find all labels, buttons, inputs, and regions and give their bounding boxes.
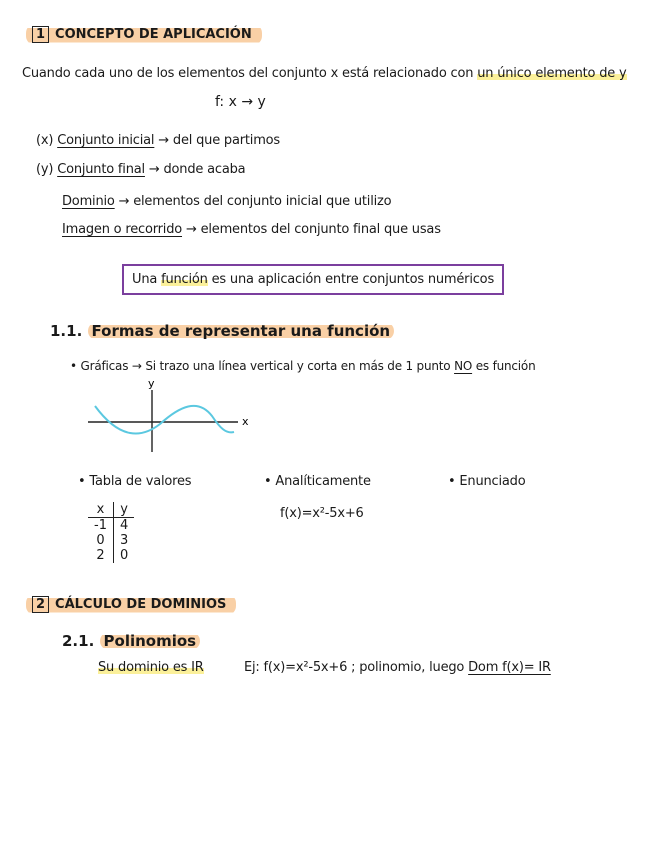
def-prefix: (y)	[36, 162, 54, 177]
def-conjunto-inicial	[36, 133, 280, 148]
section-title: CÁLCULO DE DOMINIOS	[55, 597, 227, 612]
tabla-label: Tabla de valores	[89, 474, 192, 489]
graficas-label: Gráficas → Si trazo una línea vertical y corta en más de 1 punto	[80, 359, 451, 373]
table-header-x: x	[88, 502, 113, 518]
dominio-statement: Su dominio es IR	[98, 660, 204, 675]
example-text: Ej: f(x)=x²-5x+6 ; polinomio, luego	[244, 660, 465, 675]
enunciado-label: Enunciado	[459, 474, 526, 489]
table-row	[88, 533, 134, 548]
y-axis-label: y	[148, 377, 155, 390]
def-rest: → elementos del conjunto final que usas	[185, 222, 441, 237]
tabla-bullet	[78, 474, 191, 489]
polinomios-dominio	[98, 660, 204, 675]
subsection-title: Formas de representar una función	[88, 322, 395, 340]
analitica-formula: f(x)=x²-5x+6	[280, 506, 364, 521]
def-rest: → elementos del conjunto inicial que utilizo	[118, 194, 392, 209]
def-rest: → del que partimos	[158, 133, 280, 148]
table-cell: 0	[119, 548, 129, 563]
table-header-row	[88, 502, 134, 518]
subsection-1-1-heading	[50, 322, 394, 340]
mapping-formula: f: x → y	[215, 94, 266, 110]
graficas-no: NO	[454, 359, 473, 373]
table-cell: -1	[88, 518, 113, 534]
subsection-title: Polinomios	[100, 632, 201, 650]
def-term: Conjunto inicial	[57, 133, 155, 148]
bullet: •	[448, 474, 456, 489]
def-term: Conjunto final	[57, 162, 145, 177]
box-pre: Una	[132, 272, 158, 287]
table-row	[88, 548, 134, 563]
bullet: •	[264, 474, 272, 489]
bullet: •	[70, 359, 77, 373]
table-cell: 0	[88, 533, 113, 548]
section-number: 2	[32, 596, 49, 613]
function-curve	[95, 406, 234, 434]
funcion-definition-box	[122, 264, 504, 295]
section-1-heading	[26, 24, 262, 45]
graficas-bullet	[70, 359, 535, 373]
table-header-y: y	[113, 502, 134, 518]
polinomios-example	[244, 660, 551, 675]
analitica-bullet	[264, 474, 371, 489]
def-term: Dominio	[62, 194, 115, 209]
subsection-number: 1.1.	[50, 322, 83, 340]
subsection-number: 2.1.	[62, 632, 95, 650]
intro-text: Cuando cada uno de los elementos del conjunto x está relacionado con	[22, 66, 474, 81]
function-graph	[80, 376, 260, 456]
analitica-label: Analíticamente	[275, 474, 371, 489]
subsection-2-1-heading	[62, 632, 200, 650]
table-cell: 3	[119, 533, 129, 548]
def-rest: → donde acaba	[148, 162, 246, 177]
def-term: Imagen o recorrido	[62, 222, 183, 237]
def-prefix: (x)	[36, 133, 54, 148]
bullet: •	[78, 474, 86, 489]
x-axis-label: x	[242, 415, 249, 428]
def-imagen	[62, 222, 441, 237]
enunciado-bullet	[448, 474, 525, 489]
table-row	[88, 518, 134, 534]
box-post: es una aplicación entre conjuntos numéricos	[211, 272, 495, 287]
intro-highlight: un único elemento de y	[477, 66, 627, 81]
graficas-post: es función	[475, 359, 536, 373]
def-dominio	[62, 194, 391, 209]
values-table	[88, 502, 134, 563]
table-cell: 4	[119, 518, 129, 533]
section-number: 1	[32, 26, 49, 43]
intro-line	[22, 66, 627, 81]
example-result: Dom f(x)= IR	[468, 660, 551, 675]
section-2-heading	[26, 594, 236, 615]
box-highlight: función	[161, 272, 208, 287]
section-title: CONCEPTO DE APLICACIÓN	[55, 27, 252, 42]
def-conjunto-final	[36, 162, 245, 177]
table-cell: 2	[88, 548, 113, 563]
